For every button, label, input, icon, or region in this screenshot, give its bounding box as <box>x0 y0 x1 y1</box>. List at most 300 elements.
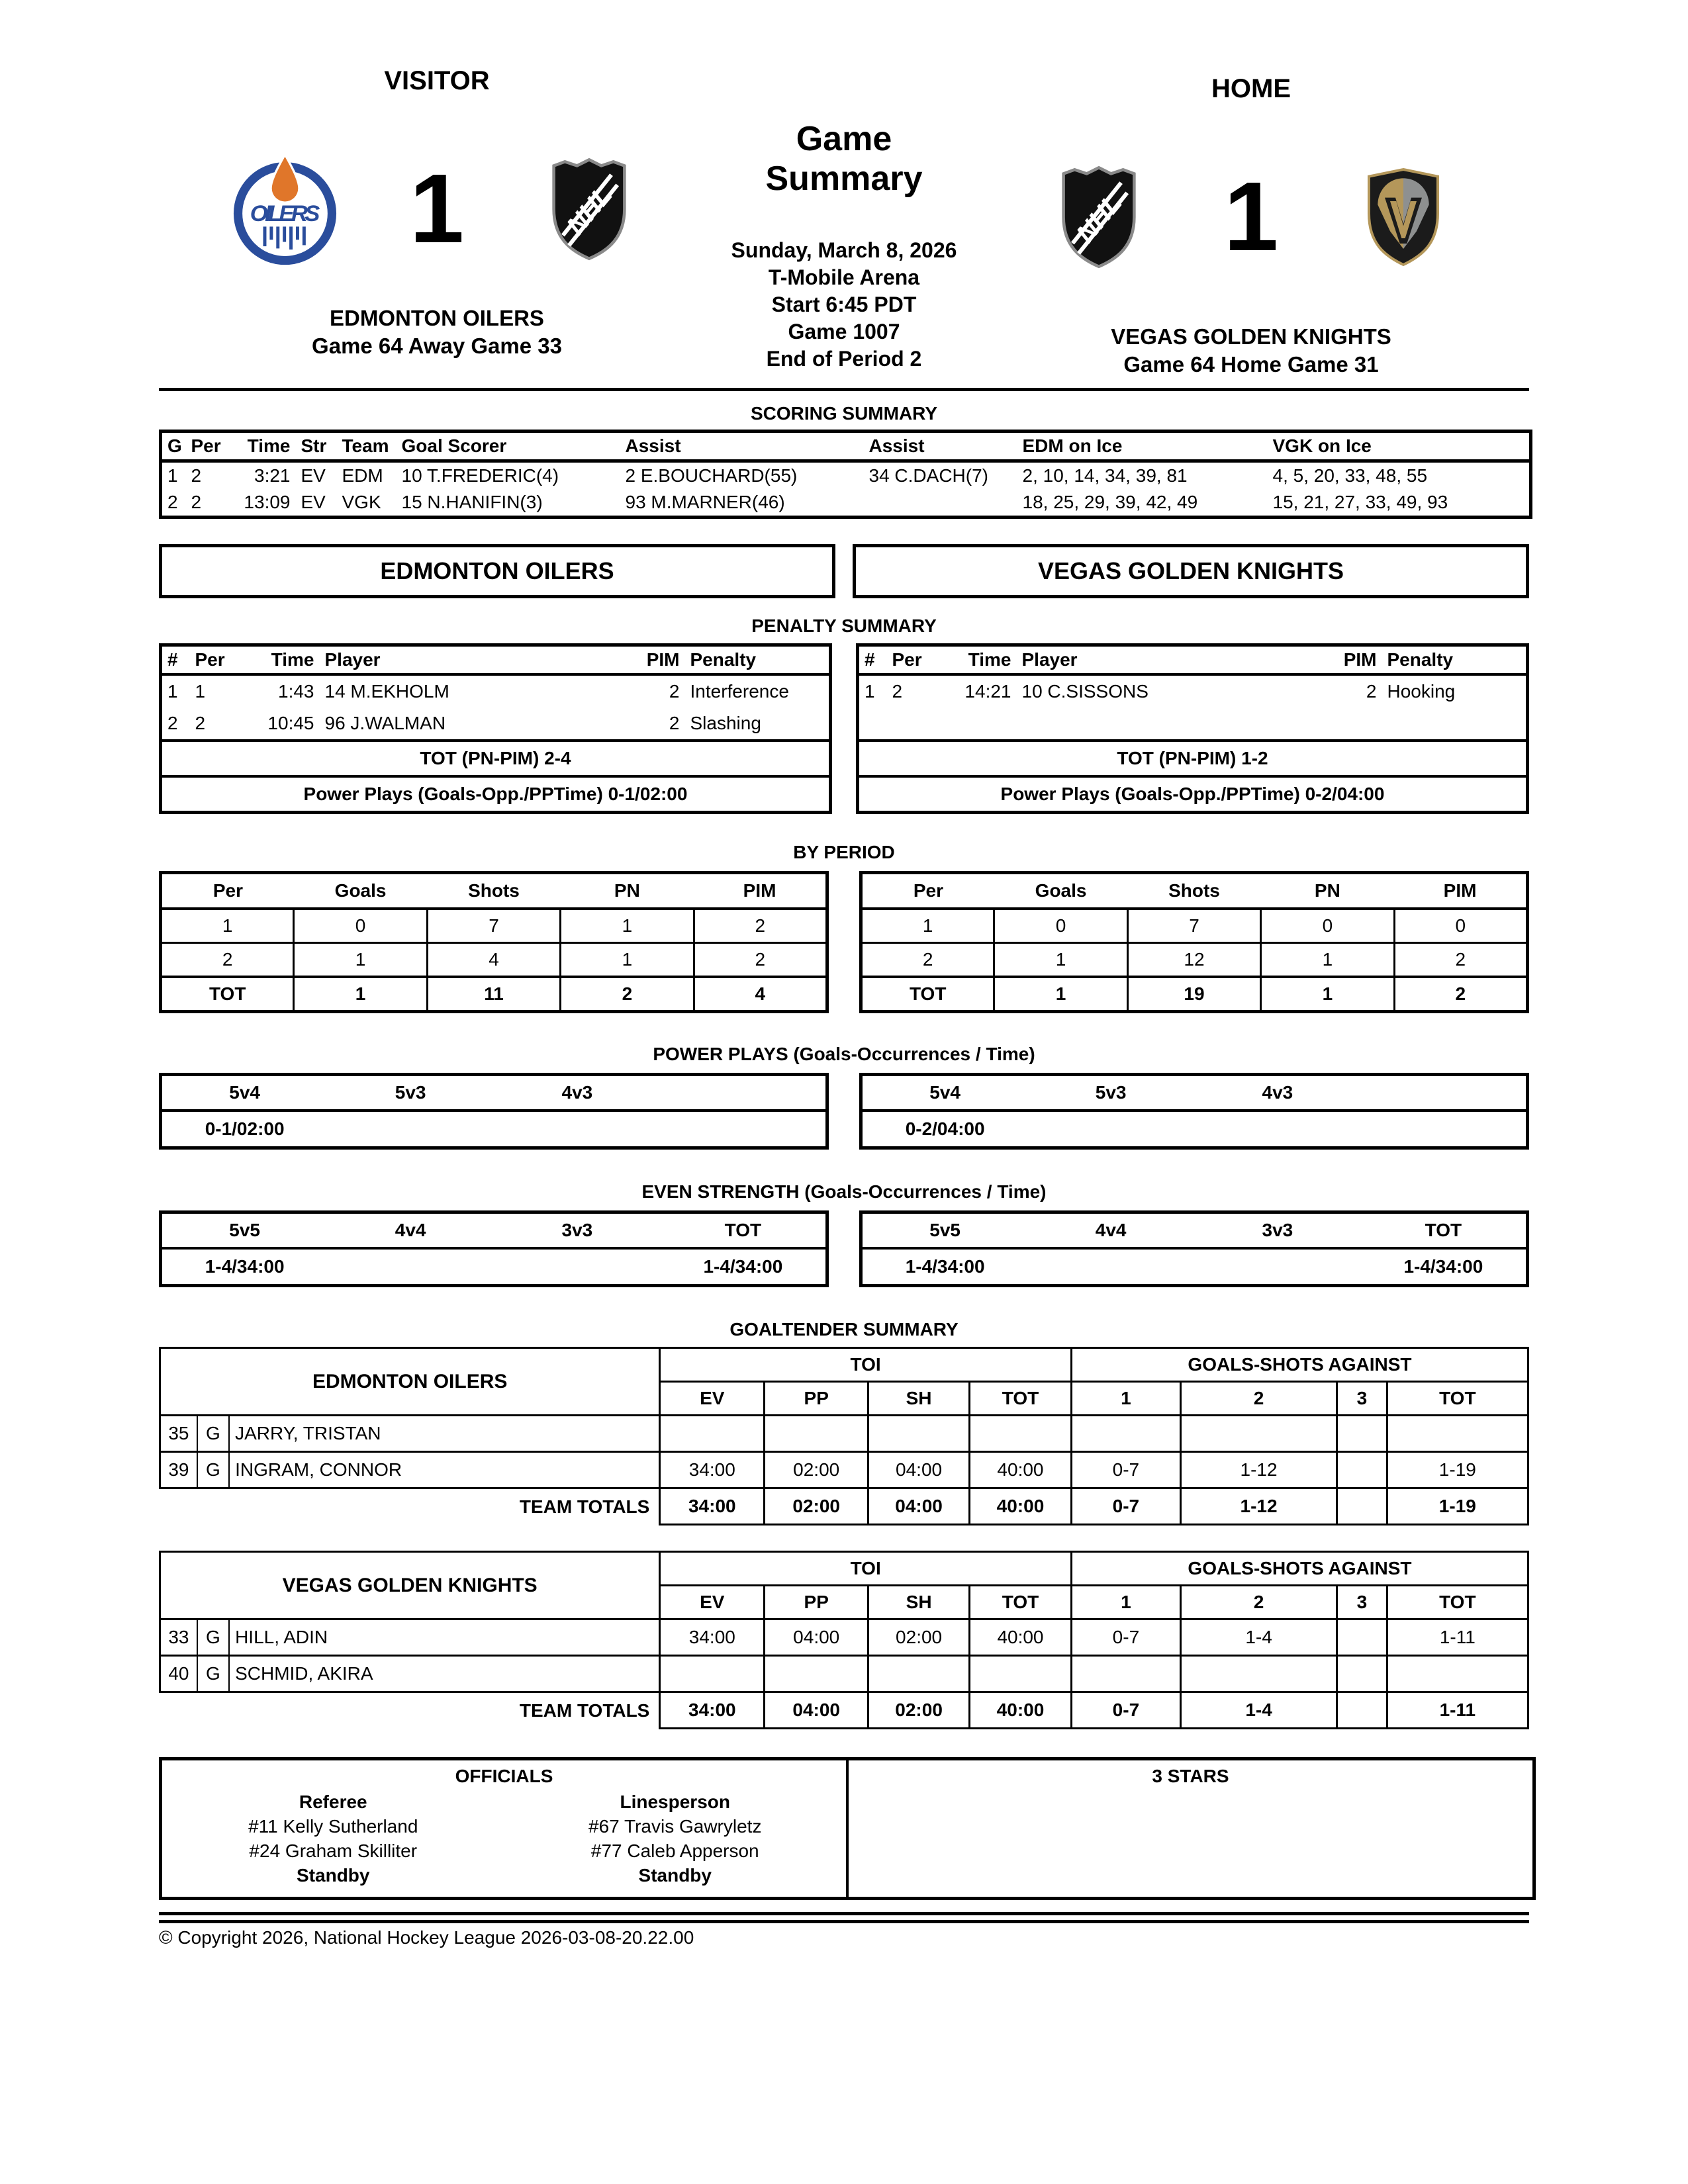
cell: 40:00 <box>970 1692 1072 1729</box>
cell: TOT <box>861 977 994 1012</box>
game-status: End of Period 2 <box>766 347 922 371</box>
visitor-team-name: EDMONTON OILERS <box>330 306 544 330</box>
game-arena: T-Mobile Arena <box>768 265 920 289</box>
column-header: PIM <box>1394 873 1527 909</box>
cell <box>661 1111 827 1148</box>
cell: 02:00 <box>765 1488 868 1525</box>
gt-team-name: EDMONTON OILERS <box>160 1348 660 1416</box>
cell: 40 <box>160 1656 197 1692</box>
vgk-logo <box>1347 161 1460 273</box>
edm-power-plays-table <box>159 1073 829 1150</box>
cell: 2 <box>191 492 202 512</box>
es-header-row <box>861 1212 1528 1249</box>
cell: 1 <box>994 977 1127 1012</box>
referee-standby: Standby <box>297 1865 370 1886</box>
cell: 1-4/34:00 <box>905 1256 985 1277</box>
cell: 2 <box>861 943 994 978</box>
column-header: Assist <box>864 432 1017 461</box>
cell: 7 <box>1127 909 1260 943</box>
home-team-lines <box>973 323 1529 379</box>
goaltender-summary-title: GOALTENDER SUMMARY <box>729 1319 959 1340</box>
cell <box>660 1656 765 1692</box>
cell: G <box>197 1619 229 1656</box>
column-header: TOT <box>970 1586 1072 1619</box>
cell: 2 <box>1366 681 1377 702</box>
edm-by-period-table <box>159 871 829 1013</box>
officials-title: OFFICIALS <box>455 1766 553 1786</box>
linesperson-name: #67 Travis Gawryletz <box>588 1816 762 1837</box>
center-block <box>715 66 973 379</box>
column-header: 3 <box>1337 1586 1387 1619</box>
cell: 2, 10, 14, 34, 39, 81 <box>1022 465 1188 486</box>
scoring-summary-title: SCORING SUMMARY <box>750 403 938 424</box>
column-header: 3v3 <box>1194 1212 1361 1249</box>
column-header: 2 <box>1180 1382 1336 1416</box>
team-totals-row <box>160 1692 1528 1729</box>
penalty-pp-row <box>858 776 1528 813</box>
cell: HILL, ADIN <box>229 1619 660 1656</box>
column-header: 5v4 <box>161 1075 328 1111</box>
cell: 0-7 <box>1071 1452 1180 1488</box>
cell: 1 <box>195 681 206 702</box>
home-logo-row <box>973 156 1529 278</box>
home-team-name: VEGAS GOLDEN KNIGHTS <box>1111 324 1391 349</box>
column-header: Penalty <box>1382 645 1528 675</box>
referee-name: #11 Kelly Sutherland <box>248 1816 418 1837</box>
visitor-block <box>159 66 715 379</box>
column-header: Per <box>861 873 994 909</box>
cell: 34:00 <box>660 1452 765 1488</box>
cell: 0 <box>1394 909 1527 943</box>
cell: 15 N.HANIFIN(3) <box>401 492 543 512</box>
by-period-title: BY PERIOD <box>793 842 895 862</box>
cell: 34:00 <box>660 1619 765 1656</box>
edm-goaltender-table <box>159 1347 1529 1525</box>
penalty-total-row <box>161 741 831 776</box>
column-header <box>1361 1075 1528 1111</box>
cell <box>868 1656 970 1692</box>
cell: 39 <box>160 1452 197 1488</box>
cell: 2 <box>161 943 294 978</box>
cell: 10 C.SISSONS <box>1021 681 1149 702</box>
cell <box>1337 1452 1387 1488</box>
cell: 1 <box>294 943 427 978</box>
cell: 35 <box>160 1416 197 1452</box>
period-row <box>161 943 827 978</box>
gsa-group-header: GOALS-SHOTS AGAINST <box>1071 1552 1528 1586</box>
cell <box>494 1248 661 1286</box>
cell: 0-7 <box>1071 1619 1180 1656</box>
column-header: Per <box>887 645 945 675</box>
cell: 04:00 <box>868 1488 970 1525</box>
cell <box>1180 1656 1336 1692</box>
home-team-box: VEGAS GOLDEN KNIGHTS <box>853 544 1529 598</box>
pp-value-row <box>861 1111 1528 1148</box>
cell: 04:00 <box>868 1452 970 1488</box>
period-row <box>861 909 1528 943</box>
cell: G <box>197 1416 229 1452</box>
penalty-row <box>161 674 831 707</box>
team-totals-label: TEAM TOTALS <box>160 1488 660 1525</box>
cell: 1-4 <box>1180 1619 1336 1656</box>
even-strength-tables <box>159 1210 1529 1287</box>
column-header: PIM <box>1329 645 1382 675</box>
cell: 1-12 <box>1180 1488 1336 1525</box>
linesperson-standby: Standby <box>638 1865 712 1886</box>
cell: 1 <box>1261 943 1394 978</box>
cell <box>765 1656 868 1692</box>
cell: 0 <box>994 909 1127 943</box>
column-header: Shots <box>427 873 560 909</box>
home-block <box>973 66 1529 379</box>
visitor-logo-row <box>159 148 715 270</box>
svg-text:OILERS: OILERS <box>250 201 320 226</box>
column-header: 3v3 <box>494 1212 661 1249</box>
column-header: 1 <box>1071 1586 1180 1619</box>
svg-text:NHL: NHL <box>561 180 618 240</box>
cell: 1-11 <box>1387 1619 1528 1656</box>
cell: 3:21 <box>254 465 291 486</box>
cell: 7 <box>427 909 560 943</box>
cell: 04:00 <box>765 1692 868 1729</box>
visitor-label: VISITOR <box>384 66 490 95</box>
cell: 4 <box>694 977 827 1012</box>
cell: 1 <box>861 909 994 943</box>
team-totals-row <box>160 1488 1528 1525</box>
column-header: 5v5 <box>161 1212 328 1249</box>
nhl-shield-icon <box>549 156 630 263</box>
penalty-tables <box>159 643 1529 814</box>
home-score <box>1155 161 1347 271</box>
cell <box>1180 1416 1336 1452</box>
cell: 1-19 <box>1387 1452 1528 1488</box>
by-period-tables <box>159 871 1529 1013</box>
goalie-row <box>160 1656 1528 1692</box>
visitor-score <box>341 154 533 263</box>
home-game-line: Game 64 Home Game 31 <box>1123 352 1379 377</box>
column-header: Goal Scorer <box>397 432 620 461</box>
cell: 1 <box>865 681 875 702</box>
cell: 1-11 <box>1387 1692 1528 1729</box>
cell: EV <box>301 492 326 512</box>
empty-cell <box>858 707 1528 741</box>
oilers-logo <box>228 152 341 266</box>
cell <box>1337 1692 1387 1729</box>
game-start: Start 6:45 PDT <box>771 293 917 316</box>
toi-group-header: TOI <box>660 1552 1072 1586</box>
column-header: Assist <box>620 432 864 461</box>
cell: SCHMID, AKIRA <box>229 1656 660 1692</box>
cell: 1 <box>994 943 1127 978</box>
cell: 15, 21, 27, 33, 49, 93 <box>1272 492 1448 512</box>
cell: 2 <box>669 681 680 702</box>
referee-name: #24 Graham Skilliter <box>249 1841 418 1861</box>
column-header: 3 <box>1337 1382 1387 1416</box>
cell: 1 <box>167 681 178 702</box>
cell: JARRY, TRISTAN <box>229 1416 660 1452</box>
home-score-value: 1 <box>1223 161 1279 271</box>
cell: 2 <box>191 465 202 486</box>
column-header: Per <box>186 432 228 461</box>
header <box>159 66 1529 379</box>
cell <box>765 1416 868 1452</box>
es-header-row <box>161 1212 827 1249</box>
penalty-power-plays: Power Plays (Goals-Opp./PPTime) 0-2/04:00 <box>858 776 1528 813</box>
cell: 0-7 <box>1071 1488 1180 1525</box>
vgk-by-period-table <box>859 871 1529 1013</box>
toi-group-header: TOI <box>660 1348 1072 1382</box>
cell: 11 <box>427 977 560 1012</box>
cell <box>1194 1248 1361 1286</box>
cell <box>1071 1416 1180 1452</box>
power-plays-title: POWER PLAYS (Goals-Occurrences / Time) <box>653 1044 1035 1064</box>
visitor-team-box: EDMONTON OILERS <box>159 544 835 598</box>
cell <box>970 1656 1072 1692</box>
penalty-total: TOT (PN-PIM) 2-4 <box>161 741 831 776</box>
cell: 1-4/34:00 <box>1403 1256 1483 1277</box>
column-header: 5v4 <box>861 1075 1028 1111</box>
column-header: SH <box>868 1382 970 1416</box>
cell: VGK <box>342 492 381 512</box>
cell: 2 <box>1394 977 1527 1012</box>
vgk-goaltender-table <box>159 1551 1529 1729</box>
linesperson-label: Linesperson <box>620 1792 730 1812</box>
column-header: EV <box>660 1382 765 1416</box>
column-header: G <box>161 432 186 461</box>
gt-team-name: VEGAS GOLDEN KNIGHTS <box>160 1552 660 1619</box>
cell: 2 <box>195 713 206 733</box>
column-header: PIM <box>632 645 685 675</box>
cell: 2 <box>167 492 178 512</box>
period-row <box>861 943 1528 978</box>
cell: 2 <box>561 977 694 1012</box>
even-strength-title: EVEN STRENGTH (Goals-Occurrences / Time) <box>641 1181 1047 1202</box>
cell: 14 M.EKHOLM <box>324 681 449 702</box>
gt-group-header-row <box>160 1552 1528 1586</box>
power-plays-tables <box>159 1073 1529 1150</box>
vgk-shield-icon <box>1364 161 1443 273</box>
cell: 40:00 <box>970 1452 1072 1488</box>
column-header: PN <box>561 873 694 909</box>
column-header: Goals <box>294 873 427 909</box>
column-header: Time <box>945 645 1017 675</box>
penalty-filler-row <box>858 707 1528 741</box>
gsa-group-header: GOALS-SHOTS AGAINST <box>1071 1348 1528 1382</box>
column-header: Per <box>190 645 248 675</box>
cell <box>327 1111 494 1148</box>
cell: 13:09 <box>244 492 291 512</box>
column-header: Time <box>228 432 296 461</box>
cell: 2 <box>694 909 827 943</box>
column-header: 4v4 <box>327 1212 494 1249</box>
cell: 0-1/02:00 <box>205 1118 285 1139</box>
cell: G <box>197 1656 229 1692</box>
column-header: 4v4 <box>1027 1212 1194 1249</box>
game-info <box>715 237 973 373</box>
goal-row <box>161 461 1531 490</box>
column-header: # <box>161 645 190 675</box>
cell: 93 M.MARNER(46) <box>625 492 785 512</box>
three-stars-section <box>849 1760 1532 1897</box>
cell: 2 <box>1394 943 1527 978</box>
cell: 2 <box>167 713 178 733</box>
es-value-row <box>861 1248 1528 1286</box>
cell <box>1387 1416 1528 1452</box>
cell: 1 <box>167 465 178 486</box>
cell: 0 <box>1261 909 1394 943</box>
es-value-row <box>161 1248 827 1286</box>
column-header: # <box>858 645 887 675</box>
cell: 2 <box>669 713 680 733</box>
vgk-even-strength-table <box>859 1210 1529 1287</box>
cell: EV <box>301 465 326 486</box>
cell <box>1337 1656 1387 1692</box>
period-total-row <box>861 977 1528 1012</box>
penalty-header-row <box>858 645 1528 675</box>
penalty-total: TOT (PN-PIM) 1-2 <box>858 741 1528 776</box>
column-header: TOT <box>1387 1586 1528 1619</box>
cell: INGRAM, CONNOR <box>229 1452 660 1488</box>
nhl-shield-icon <box>1058 163 1139 271</box>
by-period-header-row <box>161 873 827 909</box>
column-header: EV <box>660 1586 765 1619</box>
scoring-summary-table <box>159 430 1532 519</box>
cell <box>1194 1111 1361 1148</box>
three-stars-title: 3 STARS <box>1152 1766 1229 1786</box>
column-header: PIM <box>694 873 827 909</box>
goalie-row <box>160 1452 1528 1488</box>
period-total-row <box>161 977 827 1012</box>
team-boxes <box>159 544 1529 598</box>
period-row <box>161 909 827 943</box>
cell: 2 E.BOUCHARD(55) <box>625 465 798 486</box>
cell: 1-12 <box>1180 1452 1336 1488</box>
cell: 14:21 <box>964 681 1011 702</box>
column-header: 4v3 <box>494 1075 661 1111</box>
cell <box>970 1416 1072 1452</box>
cell: 02:00 <box>868 1692 970 1729</box>
column-header: Penalty <box>685 645 831 675</box>
referee-column <box>162 1790 504 1888</box>
column-header: 5v5 <box>861 1212 1028 1249</box>
column-header: PN <box>1261 873 1394 909</box>
officials-section <box>162 1760 849 1897</box>
footer-divider <box>159 1912 1529 1923</box>
cell: 1-4/34:00 <box>703 1256 783 1277</box>
cell: 40:00 <box>970 1488 1072 1525</box>
cell: 4, 5, 20, 33, 48, 55 <box>1272 465 1428 486</box>
referee-label: Referee <box>299 1792 367 1812</box>
scoring-header-row <box>161 432 1531 461</box>
column-header: Time <box>248 645 320 675</box>
column-header: TOT <box>970 1382 1072 1416</box>
cell: 12 <box>1127 943 1260 978</box>
column-header: SH <box>868 1586 970 1619</box>
cell: 18, 25, 29, 39, 42, 49 <box>1022 492 1198 512</box>
cell <box>1361 1111 1528 1148</box>
cell: EDM <box>342 465 383 486</box>
column-header: Per <box>161 873 294 909</box>
cell: 0 <box>294 909 427 943</box>
vgk-penalty-table <box>856 643 1529 814</box>
column-header: VGK on Ice <box>1268 432 1531 461</box>
cell: G <box>197 1452 229 1488</box>
nhl-logo-right <box>1043 163 1155 271</box>
team-totals-label: TEAM TOTALS <box>160 1692 660 1729</box>
cell: 1 <box>161 909 294 943</box>
column-header: PP <box>765 1382 868 1416</box>
cell <box>660 1416 765 1452</box>
linesperson-name: #77 Caleb Apperson <box>590 1841 759 1861</box>
penalty-total-row <box>858 741 1528 776</box>
column-header: 2 <box>1180 1586 1336 1619</box>
officials-box <box>159 1757 1536 1900</box>
column-header: 1 <box>1071 1382 1180 1416</box>
penalty-power-plays: Power Plays (Goals-Opp./PPTime) 0-1/02:00 <box>161 776 831 813</box>
penalty-row <box>858 674 1528 707</box>
cell <box>864 489 1017 518</box>
page-title: Game Summary <box>765 120 923 198</box>
cell: 02:00 <box>868 1619 970 1656</box>
column-header: Shots <box>1127 873 1260 909</box>
column-header: PP <box>765 1586 868 1619</box>
cell: 04:00 <box>765 1619 868 1656</box>
cell: 0-2/04:00 <box>905 1118 985 1139</box>
column-header: Goals <box>994 873 1127 909</box>
nhl-logo-left <box>533 156 645 263</box>
cell <box>1071 1656 1180 1692</box>
column-header: Team <box>337 432 397 461</box>
column-header: Str <box>296 432 337 461</box>
cell: 34:00 <box>660 1488 765 1525</box>
cell: TOT <box>161 977 294 1012</box>
cell: 2 <box>892 681 903 702</box>
linesperson-column <box>504 1790 847 1888</box>
cell: 19 <box>1127 977 1260 1012</box>
cell <box>494 1111 661 1148</box>
column-header: TOT <box>1387 1382 1528 1416</box>
cell <box>1027 1111 1194 1148</box>
visitor-team-lines <box>159 304 715 360</box>
gt-group-header-row <box>160 1348 1528 1382</box>
header-divider <box>159 388 1529 391</box>
column-header <box>661 1075 827 1111</box>
column-header: Player <box>320 645 632 675</box>
home-label: HOME <box>1211 74 1291 103</box>
cell: 1 <box>294 977 427 1012</box>
column-header: 5v3 <box>327 1075 494 1111</box>
copyright-line: © Copyright 2026, National Hockey League 2026-03-08-20.22.00 <box>159 1927 694 1948</box>
cell <box>1027 1248 1194 1286</box>
cell: 0-7 <box>1071 1692 1180 1729</box>
cell: 1-19 <box>1387 1488 1528 1525</box>
goalie-row <box>160 1619 1528 1656</box>
oilers-logo-icon <box>230 152 340 266</box>
goalie-row <box>160 1416 1528 1452</box>
pp-header-row <box>161 1075 827 1111</box>
cell: 1 <box>561 943 694 978</box>
by-period-header-row <box>861 873 1528 909</box>
cell: 1 <box>561 909 694 943</box>
cell: 1-4 <box>1180 1692 1336 1729</box>
vgk-power-plays-table <box>859 1073 1529 1150</box>
edm-even-strength-table <box>159 1210 829 1287</box>
cell: 1:43 <box>278 681 314 702</box>
penalty-header-row <box>161 645 831 675</box>
column-header: EDM on Ice <box>1017 432 1268 461</box>
column-header: TOT <box>661 1212 827 1249</box>
penalty-pp-row <box>161 776 831 813</box>
